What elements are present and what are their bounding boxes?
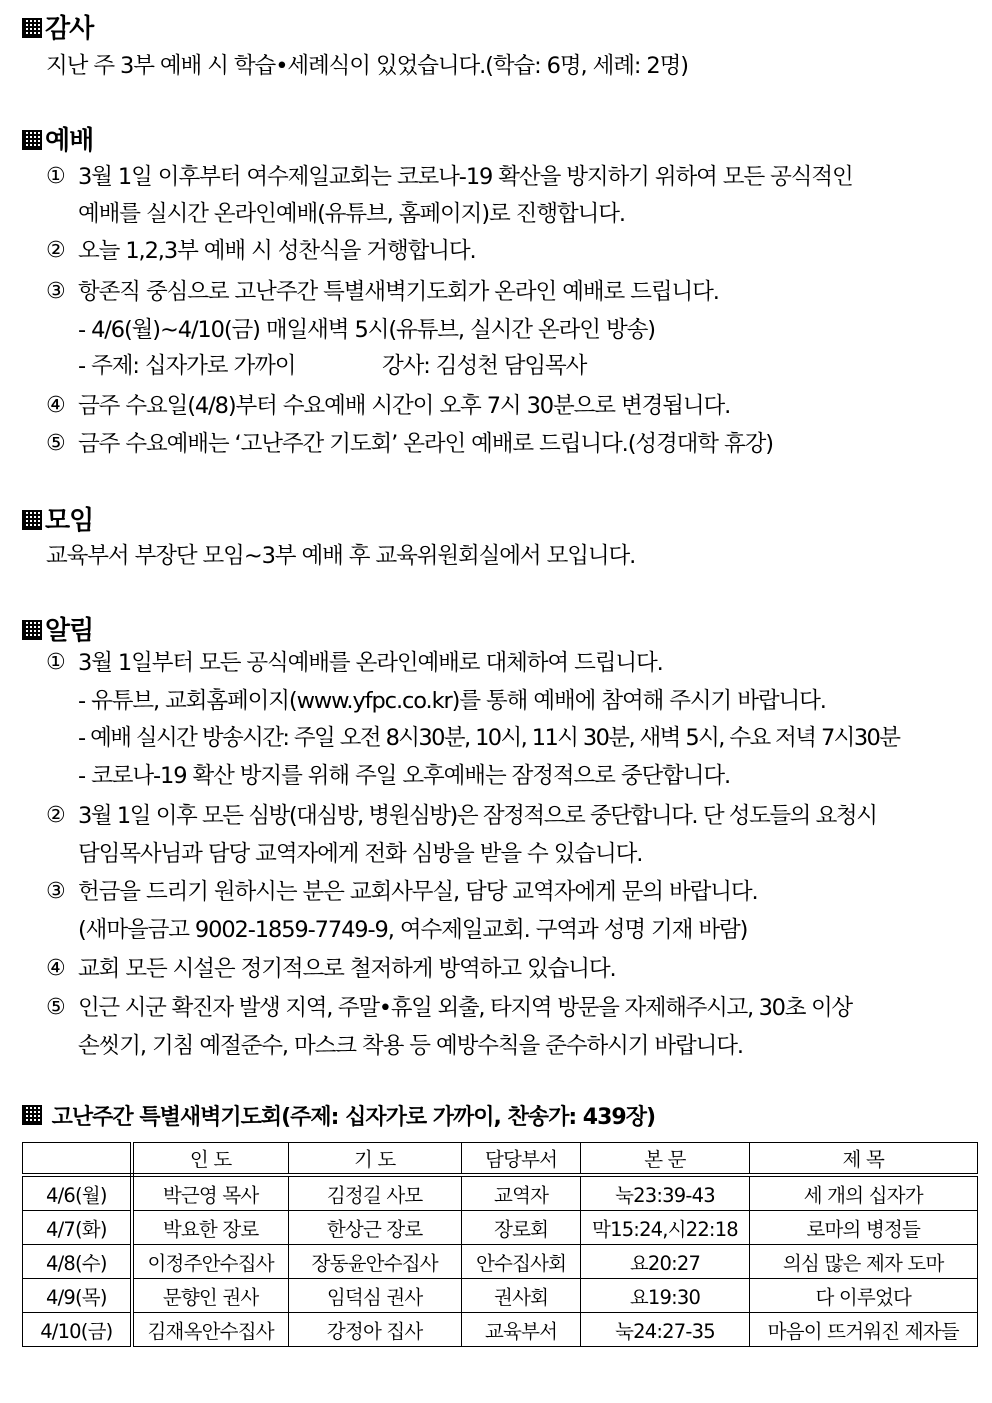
cell-department: 교육부서 — [461, 1313, 581, 1347]
cell-scripture: 막15:24,시22:18 — [581, 1211, 749, 1245]
cell-sermon-title: 다 이루었다 — [749, 1279, 977, 1313]
notice-item-3-line-1: 헌금을 드리기 원하시는 분은 교회사무실, 담당 교역자에게 문의 바랍니다. — [78, 879, 758, 905]
table-title: 고난주간 특별새벽기도회(주제: 십자가로 가까이, 찬송가: 439장) — [22, 1100, 655, 1131]
header-prayer: 기 도 — [288, 1143, 461, 1176]
cell-leader: 문향인 권사 — [132, 1279, 288, 1313]
cell-prayer: 장동윤안수집사 — [288, 1245, 461, 1279]
cell-date: 4/7(화) — [23, 1211, 132, 1245]
item-number: ④ — [46, 393, 66, 418]
thanks-text: 지난 주 3부 예배 시 학습•세례식이 있었습니다.(학습: 6명, 세례: 2명) — [46, 53, 688, 79]
hatched-square-icon — [22, 130, 42, 150]
section-title-thanks: 감사 — [22, 8, 93, 45]
section-title-meeting: 모임 — [22, 500, 93, 537]
section-title-worship: 예배 — [22, 120, 93, 157]
cell-date: 4/9(목) — [23, 1279, 132, 1313]
cell-prayer: 강정아 집사 — [288, 1313, 461, 1347]
cell-department: 교역자 — [461, 1175, 581, 1211]
header-date — [23, 1143, 132, 1176]
hatched-square-icon — [22, 510, 42, 530]
cell-scripture: 요19:30 — [581, 1279, 749, 1313]
notice-item-1-line-2: - 유튜브, 교회홈페이지(www.yfpc.co.kr)를 통해 예배에 참여해 주시기 바랍니다. — [78, 688, 826, 714]
notice-item-5-line-2: 손씻기, 기침 예절준수, 마스크 착용 등 예방수칙을 준수하시기 바랍니다. — [78, 1033, 743, 1059]
hatched-square-icon — [22, 18, 42, 38]
worship-item-2-line-1: 오늘 1,2,3부 예배 시 성찬식을 거행합니다. — [78, 238, 476, 264]
notice-item-5-line-1: 인근 시군 확진자 발생 지역, 주말•휴일 외출, 타지역 방문을 자제해주시고, 30초 이상 — [78, 995, 852, 1021]
header-sermon-title: 제 목 — [749, 1143, 977, 1176]
worship-item-3-line-2: - 4/6(월)~4/10(금) 매일새벽 5시(유튜브, 실시간 온라인 방송) — [78, 317, 655, 343]
cell-scripture: 요20:27 — [581, 1245, 749, 1279]
cell-leader: 김재옥안수집사 — [132, 1313, 288, 1347]
table-row — [23, 1175, 978, 1211]
worship-item-3-speaker: 강사: 김성천 담임목사 — [382, 353, 587, 379]
hatched-square-icon — [22, 620, 42, 640]
notice-item-1-line-1: 3월 1일부터 모든 공식예배를 온라인예배로 대체하여 드립니다. — [78, 650, 663, 676]
table-row — [23, 1245, 978, 1279]
cell-leader: 이정주안수집사 — [132, 1245, 288, 1279]
cell-sermon-title: 세 개의 십자가 — [749, 1175, 977, 1211]
header-leader: 인 도 — [132, 1143, 288, 1176]
cell-sermon-title: 로마의 병정들 — [749, 1211, 977, 1245]
table-row — [23, 1211, 978, 1245]
worship-item-3-line-1: 항존직 중심으로 고난주간 특별새벽기도회가 온라인 예배로 드립니다. — [78, 279, 719, 305]
notice-item-2-line-1: 3월 1일 이후 모든 심방(대심방, 병원심방)은 잠정적으로 중단합니다. 단 성도들의 요청시 — [78, 803, 877, 829]
worship-item-1-line-2: 예배를 실시간 온라인예배(유튜브, 홈페이지)로 진행합니다. — [78, 201, 625, 227]
section-title-notice: 알림 — [22, 610, 93, 647]
cell-prayer: 임덕심 권사 — [288, 1279, 461, 1313]
notice-item-2-line-2: 담임목사님과 담당 교역자에게 전화 심방을 받을 수 있습니다. — [78, 841, 643, 867]
worship-item-5-line-1: 금주 수요예배는 ‘고난주간 기도회’ 온라인 예배로 드립니다.(성경대학 휴강) — [78, 431, 773, 457]
meeting-text: 교육부서 부장단 모임~3부 예배 후 교육위원회실에서 모입니다. — [46, 543, 636, 569]
worship-item-1-line-1: 3월 1일 이후부터 여수제일교회는 코로나-19 확산을 방지하기 위하여 모든 공식적인 — [78, 164, 853, 190]
notice-item-4-line-1: 교회 모든 시설은 정기적으로 철저하게 방역하고 있습니다. — [78, 956, 616, 982]
notice-item-1-line-4: - 코로나-19 확산 방지를 위해 주일 오후예배는 잠정적으로 중단합니다. — [78, 763, 731, 789]
cell-leader: 박근영 목사 — [132, 1175, 288, 1211]
notice-item-1-line-3: - 예배 실시간 방송시간: 주일 오전 8시30분, 10시, 11시 30분, 새벽 5시, 수요 저녁 7시30분 — [78, 725, 900, 751]
cell-department: 안수집사회 — [461, 1245, 581, 1279]
item-number: ④ — [46, 956, 66, 981]
cell-scripture: 눅24:27-35 — [581, 1313, 749, 1347]
cell-date: 4/8(수) — [23, 1245, 132, 1279]
header-scripture: 본 문 — [581, 1143, 749, 1176]
item-number: ③ — [46, 279, 66, 304]
item-number: ③ — [46, 879, 66, 904]
cell-department: 권사회 — [461, 1279, 581, 1313]
cell-leader: 박요한 장로 — [132, 1211, 288, 1245]
hatched-square-icon — [22, 1105, 42, 1125]
table-row — [23, 1279, 978, 1313]
table-header-row — [23, 1143, 978, 1176]
item-number: ① — [46, 650, 66, 675]
header-department: 담당부서 — [461, 1143, 581, 1176]
worship-item-3-line-3: - 주제: 십자가로 가까이 — [78, 353, 296, 379]
cell-prayer: 한상근 장로 — [288, 1211, 461, 1245]
cell-date: 4/10(금) — [23, 1313, 132, 1347]
item-number: ② — [46, 238, 66, 263]
item-number: ⑤ — [46, 995, 66, 1020]
item-number: ⑤ — [46, 431, 66, 456]
cell-prayer: 김정길 사모 — [288, 1175, 461, 1211]
table-row — [23, 1313, 978, 1347]
cell-date: 4/6(월) — [23, 1175, 132, 1211]
item-number: ② — [46, 803, 66, 828]
item-number: ① — [46, 164, 66, 189]
cell-scripture: 눅23:39-43 — [581, 1175, 749, 1211]
cell-department: 장로회 — [461, 1211, 581, 1245]
cell-sermon-title: 의심 많은 제자 도마 — [749, 1245, 977, 1279]
worship-item-4-line-1: 금주 수요일(4/8)부터 수요예배 시간이 오후 7시 30분으로 변경됩니다. — [78, 393, 731, 419]
prayer-schedule-table — [22, 1142, 978, 1347]
notice-item-3-line-2: (새마을금고 9002-1859-7749-9, 여수제일교회. 구역과 성명 기재 바람) — [78, 917, 748, 943]
cell-sermon-title: 마음이 뜨거워진 제자들 — [749, 1313, 977, 1347]
